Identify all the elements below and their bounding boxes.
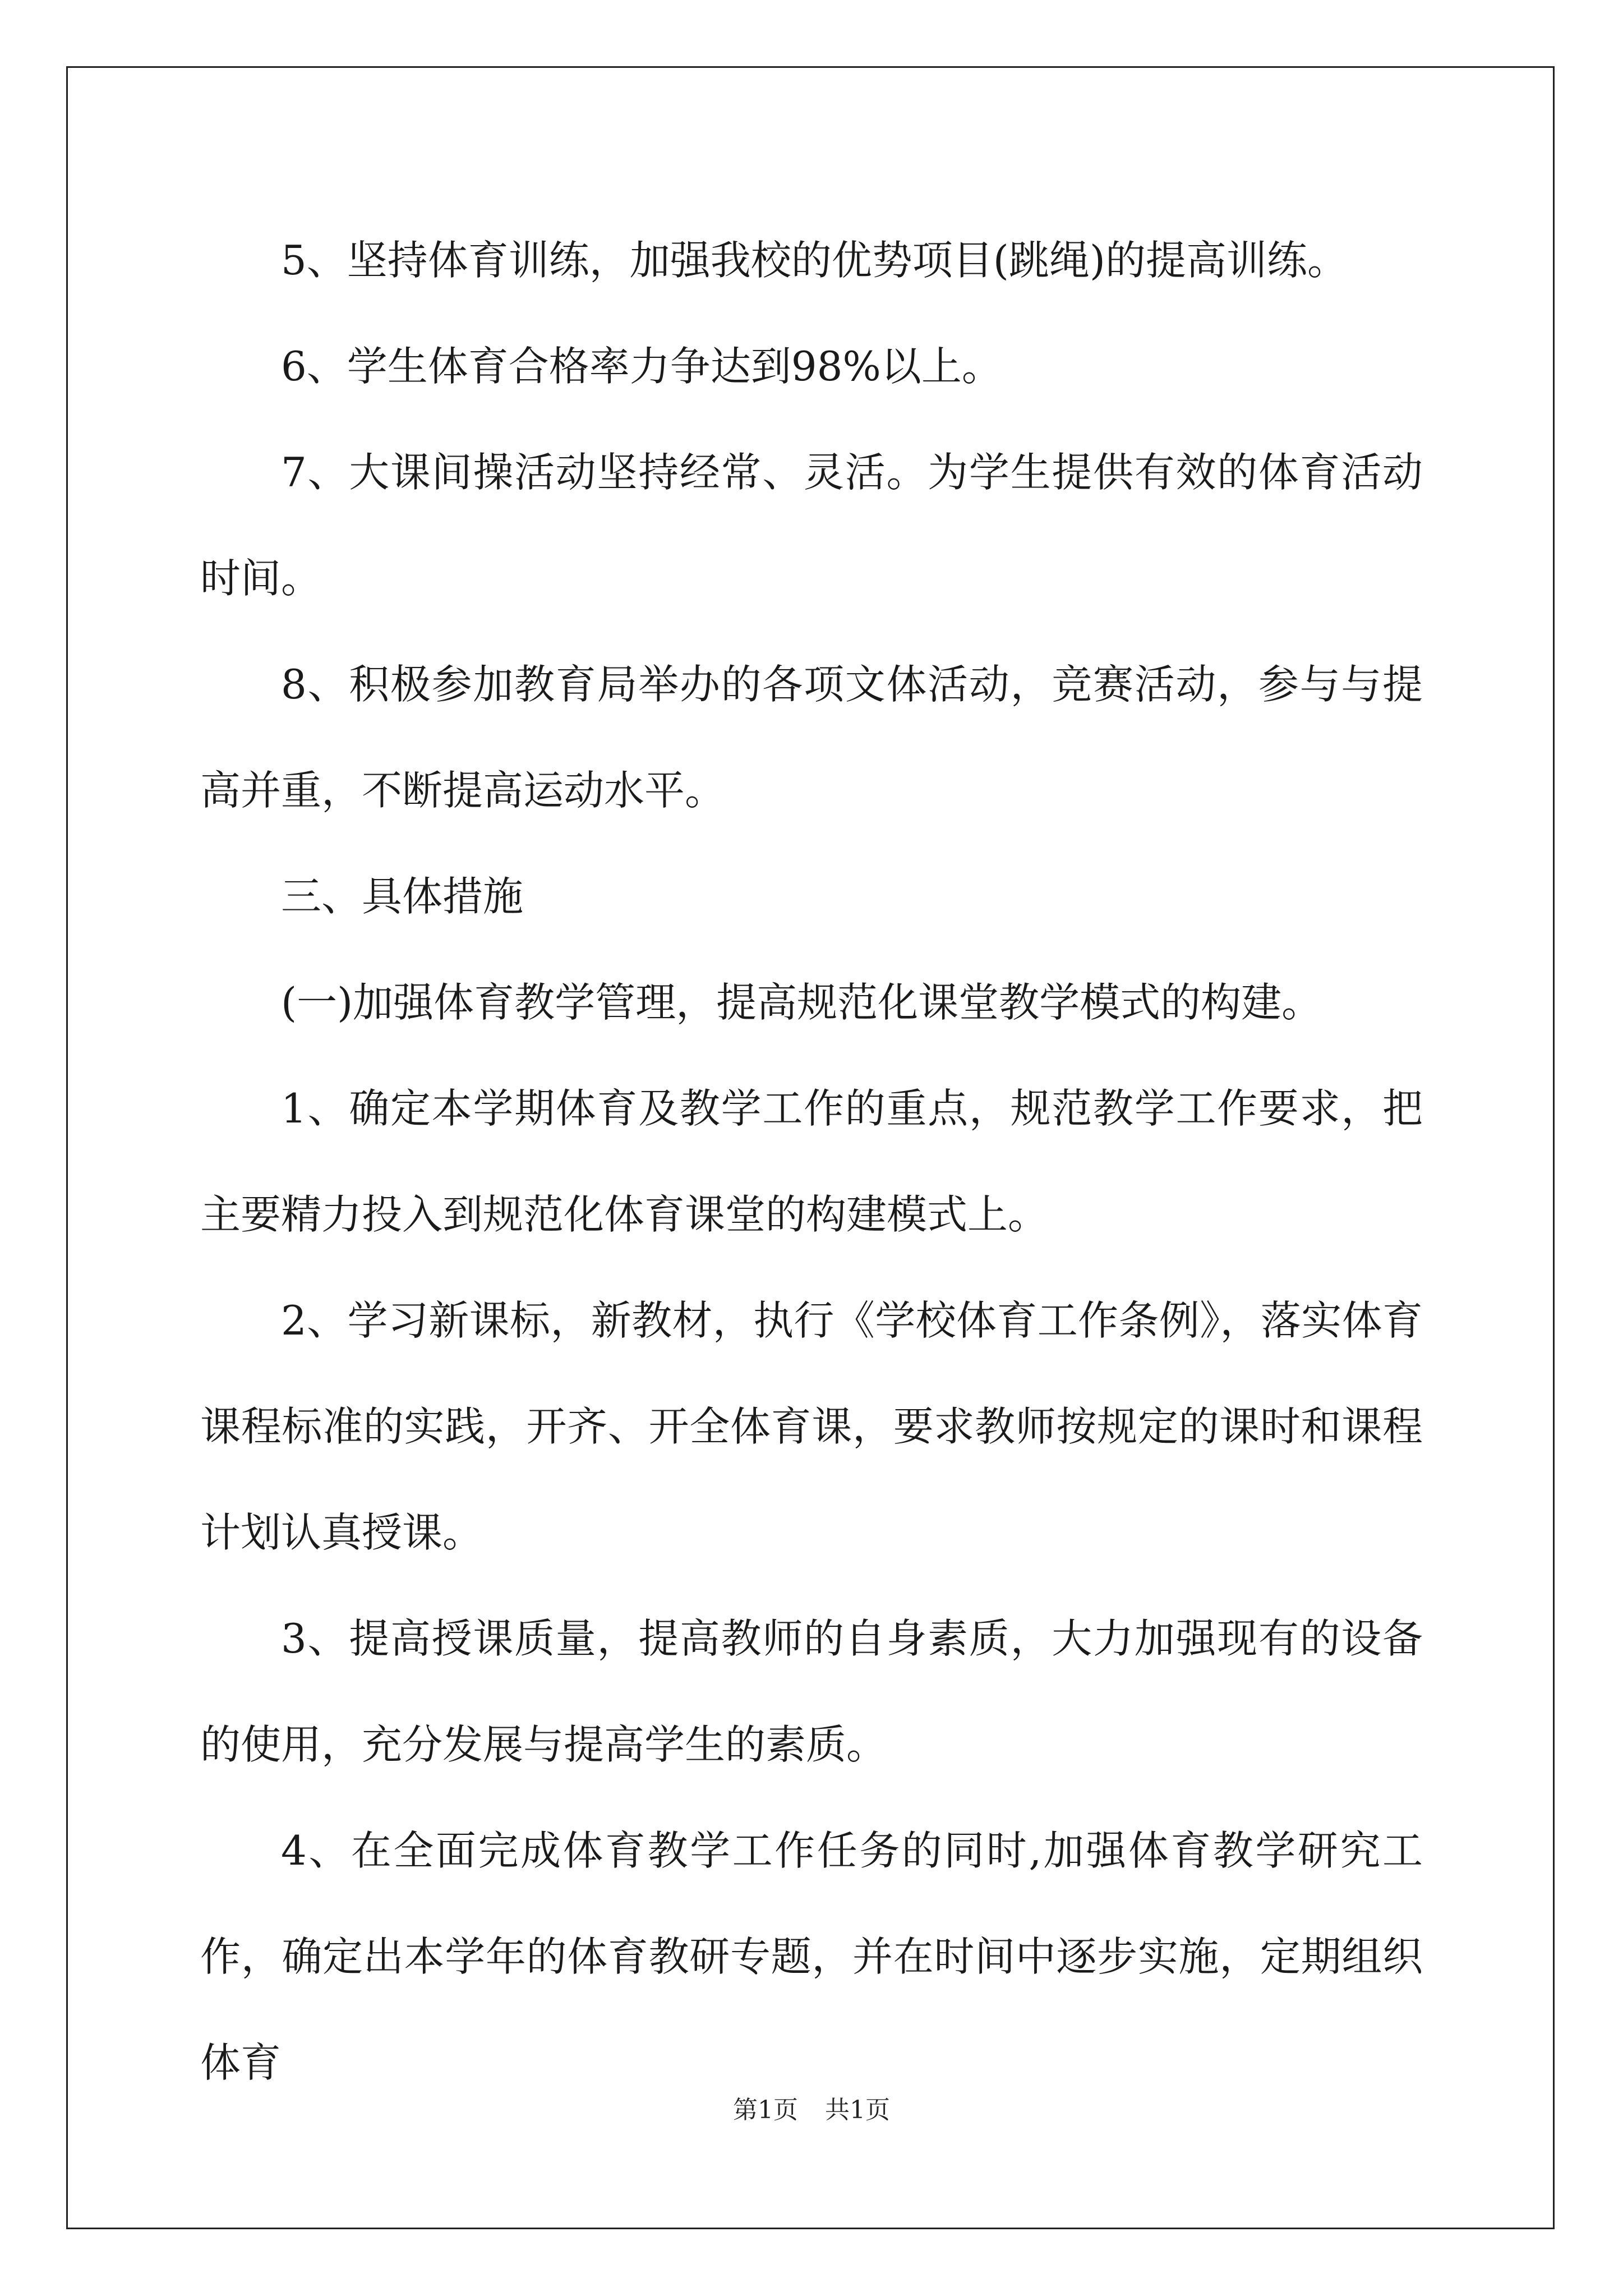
paragraph-2: 6、学生体育合格率力争达到98%以上。 [281,343,1002,390]
paragraph-9: 3、提高授课质量，提高教师的自身素质，大力加强现有的设备的使用，充分发展与提高学生的素质。 [200,1615,1423,1768]
page-number: 第1页 [733,2096,798,2124]
page-total: 共1页 [825,2096,890,2124]
paragraph-4: 8、积极参加教育局举办的各项文体活动，竞赛活动，参与与提高并重，不断提高运动水平。 [200,661,1423,814]
paragraph-1: 5、坚持体育训练，加强我校的优势项目(跳绳)的提高训练。 [281,237,1348,284]
paragraph-3: 7、大课间操活动坚持经常、灵活。为学生提供有效的体育活动时间。 [200,449,1423,602]
paragraph-8: 2、学习新课标，新教材，执行《学校体育工作条例》，落实体育课程标准的实践，开齐、开全体育课，要求教师按规定的课时和课程计划认真授课。 [200,1297,1423,1556]
paragraph-10: 4、在全面完成体育教学工作任务的同时,加强体育教学研究工作，确定出本学年的体育教研专题，并在时间中逐步实施，定期组织体育 [200,1827,1423,2086]
document-body [200,208,1423,2116]
page-footer [0,2090,1623,2125]
section-heading: 三、具体措施 [281,873,524,920]
paragraph-7: 1、确定本学期体育及教学工作的重点，规范教学工作要求，把主要精力投入到规范化体育课堂的构建模式上。 [200,1085,1423,1238]
subsection-heading: (一)加强体育教学管理，提高规范化课堂教学模式的构建。 [281,979,1322,1026]
